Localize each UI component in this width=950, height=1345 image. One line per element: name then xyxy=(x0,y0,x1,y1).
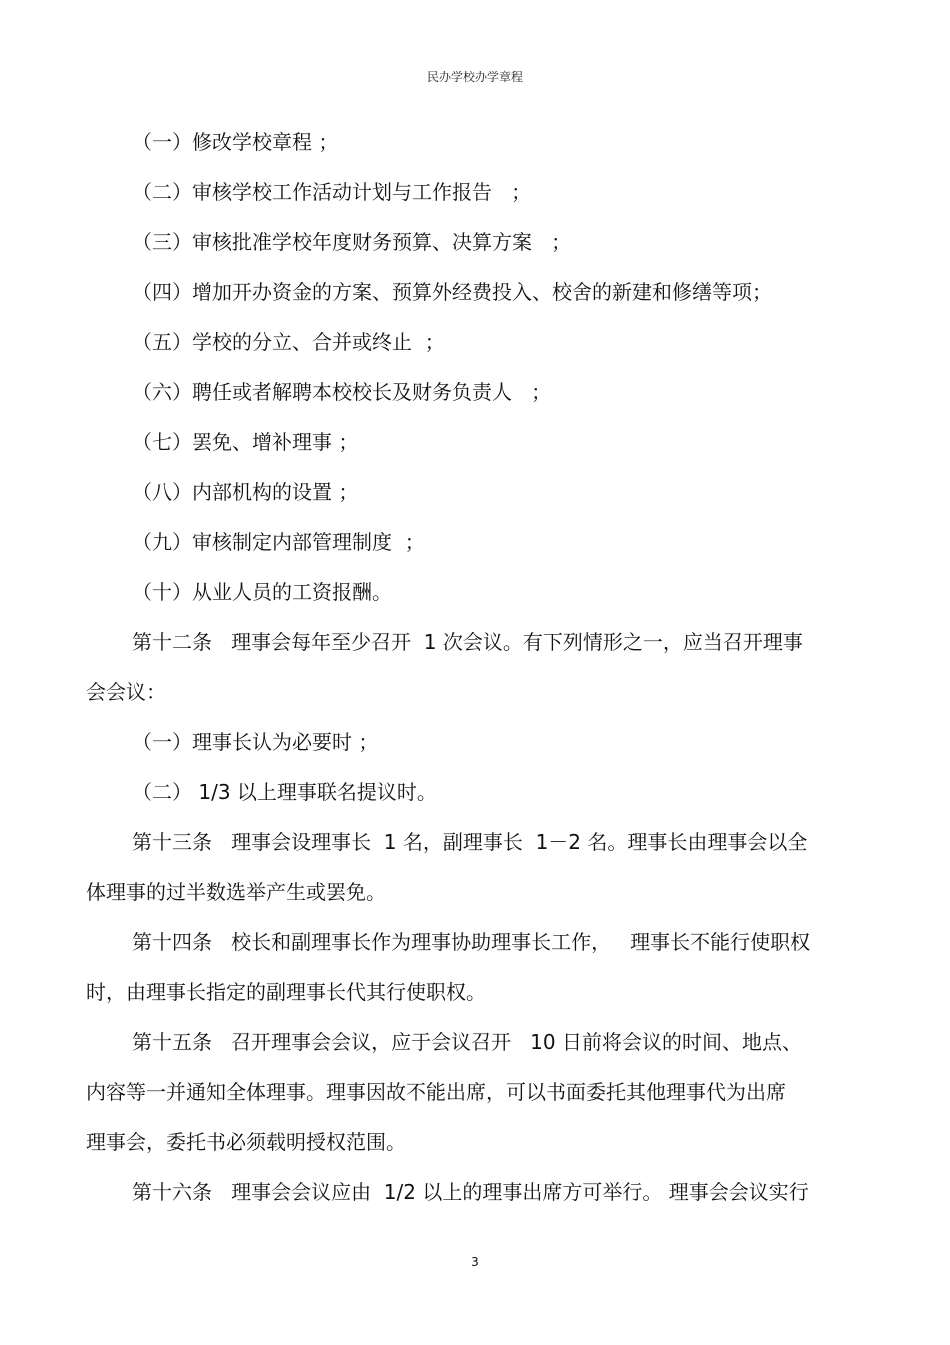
article-15: 第十五条 召开理事会会议，应于会议召开 10 日前将会议的时间、地点、 xyxy=(132,1030,802,1054)
article-15-continued: 理事会，委托书必须载明授权范围。 xyxy=(86,1130,406,1154)
list-item: （一）理事长认为必要时 ； xyxy=(132,730,379,754)
article-13: 第十三条 理事会设理事长 1 名，副理事长 1－2 名。理事长由理事会以全 xyxy=(132,830,808,854)
page-header: 民办学校办学章程 xyxy=(426,70,523,84)
list-item: （四）增加开办资金的方案、预算外经费投入、校舍的新建和修缮等项； xyxy=(132,280,772,304)
list-item: （六）聘任或者解聘本校校长及财务负责人 ； xyxy=(132,380,552,404)
list-item: （十）从业人员的工资报酬。 xyxy=(132,580,392,604)
list-item: （二） 1/3 以上理事联名提议时。 xyxy=(132,780,437,804)
article-16: 第十六条 理事会会议应由 1/2 以上的理事出席方可举行。 理事会会议实行 xyxy=(132,1180,809,1204)
article-12: 第十二条 理事会每年至少召开 1 次会议。有下列情形之一，应当召开理事 xyxy=(132,630,803,654)
list-item: （一）修改学校章程 ； xyxy=(132,130,339,154)
article-15-continued: 内容等一并通知全体理事。理事因故不能出席，可以书面委托其他理事代为出席 xyxy=(86,1080,786,1104)
list-item: （三）审核批准学校年度财务预算、决算方案 ； xyxy=(132,230,572,254)
list-item: （八）内部机构的设置 ； xyxy=(132,480,359,504)
page-number: 3 xyxy=(471,1255,479,1269)
article-13-continued: 体理事的过半数选举产生或罢免。 xyxy=(86,880,386,904)
article-14: 第十四条 校长和副理事长作为理事协助理事长工作， 理事长不能行使职权 xyxy=(132,930,811,954)
list-item: （七）罢免、增补理事 ； xyxy=(132,430,359,454)
list-item: （五）学校的分立、合并或终止 ； xyxy=(132,330,445,354)
article-14-continued: 时，由理事长指定的副理事长代其行使职权。 xyxy=(86,980,486,1004)
list-item: （二）审核学校工作活动计划与工作报告 ； xyxy=(132,180,532,204)
article-12-continued: 会会议： xyxy=(86,680,166,704)
list-item: （九）审核制定内部管理制度 ； xyxy=(132,530,425,554)
